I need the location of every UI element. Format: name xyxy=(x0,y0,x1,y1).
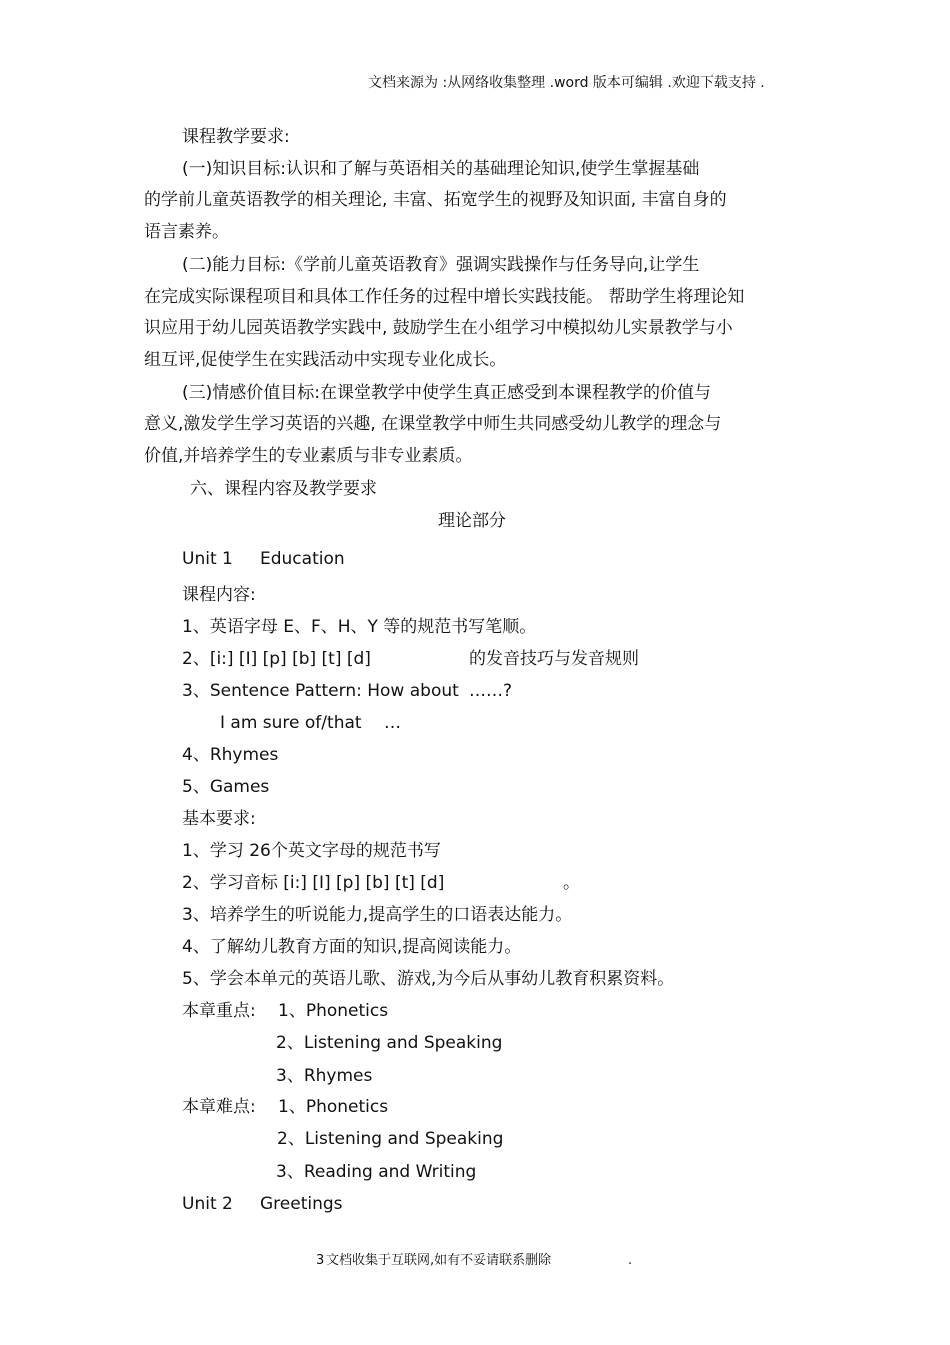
ability-goal-line-4: 组互评,促使学生在实践活动中实现专业化成长。 xyxy=(144,350,507,370)
content-item-1: 1、英语字母 E、F、H、Y 等的规范书写笔顺。 xyxy=(182,617,537,637)
content-item-3-pattern: 3、Sentence Pattern: How about xyxy=(182,681,459,701)
difficult-points-label: 本章难点: xyxy=(182,1097,256,1117)
key-point-3: 3、Rhymes xyxy=(276,1066,373,1086)
ability-goal-line-1: (二)能力目标:《学前儿童英语教育》强调实践操作与任务导向,让学生 xyxy=(182,255,700,275)
content-item-5: 5、Games xyxy=(182,777,270,797)
content-item-3-pattern-2: I am sure of/that xyxy=(220,713,362,733)
key-points-label: 本章重点: xyxy=(182,1001,256,1021)
knowledge-goal-line-3: 语言素养。 xyxy=(144,222,229,242)
page-header: 文档来源为 :从网络收集整理 .word 版本可编辑 .欢迎下载支持 . xyxy=(368,75,765,91)
unit1-basic-label: 基本要求: xyxy=(182,809,256,829)
knowledge-goal-line-2: 的学前儿童英语教学的相关理论, 丰富、拓宽学生的视野及知识面, 丰富自身的 xyxy=(144,190,727,210)
difficult-point-2: 2、Listening and Speaking xyxy=(277,1129,504,1149)
basic-item-3: 3、培养学生的听说能力,提高学生的口语表达能力。 xyxy=(182,905,573,925)
ability-goal-line-2: 在完成实际课程项目和具体工作任务的过程中增长实践技能。 帮助学生将理论知 xyxy=(144,287,745,307)
unit1-number: Unit 1 xyxy=(182,549,233,569)
content-item-4: 4、Rhymes xyxy=(182,745,279,765)
page-number: 3 xyxy=(316,1253,325,1268)
content-item-2-phonetics: 2、[i:] [I] [p] [b] [t] [d] xyxy=(182,649,371,669)
difficult-point-3: 3、Reading and Writing xyxy=(276,1162,477,1182)
basic-item-5: 5、学会本单元的英语儿歌、游戏,为今后从事幼儿教育积累资料。 xyxy=(182,969,675,989)
unit1-content-label: 课程内容: xyxy=(182,585,256,605)
content-item-2-desc: 的发音技巧与发音规则 xyxy=(469,649,639,669)
emotion-goal-line-1: (三)情感价值目标:在课堂教学中使学生真正感受到本课程教学的价值与 xyxy=(182,383,711,403)
basic-item-1: 1、学习 26个英文字母的规范书写 xyxy=(182,841,441,861)
footer-dot: . xyxy=(628,1253,633,1268)
content-item-3-ellipsis: ……? xyxy=(469,681,513,701)
unit1-title: Education xyxy=(260,549,345,569)
key-point-2: 2、Listening and Speaking xyxy=(276,1033,503,1053)
requirements-title: 课程教学要求: xyxy=(182,127,290,147)
content-item-3-ellipsis-2: … xyxy=(384,713,401,733)
ability-goal-line-3: 识应用于幼儿园英语教学实践中, 鼓励学生在小组学习中模拟幼儿实景教学与小 xyxy=(144,318,733,338)
page-footer: 文档收集于互联网,如有不妥请联系删除 xyxy=(326,1253,552,1268)
unit2-number: Unit 2 xyxy=(182,1194,233,1214)
emotion-goal-line-3: 价值,并培养学生的专业素质与非专业素质。 xyxy=(144,446,473,466)
unit2-title: Greetings xyxy=(260,1194,343,1214)
knowledge-goal-line-1: (一)知识目标:认识和了解与英语相关的基础理论知识,使学生掌握基础 xyxy=(182,159,700,179)
difficult-point-1: 1、Phonetics xyxy=(278,1097,389,1117)
basic-item-2-end: 。 xyxy=(563,873,580,893)
basic-item-2: 2、学习音标 [i:] [I] [p] [b] [t] [d] xyxy=(182,873,445,893)
section-subtitle: 理论部分 xyxy=(438,511,506,531)
key-point-1: 1、Phonetics xyxy=(278,1001,389,1021)
emotion-goal-line-2: 意义,激发学生学习英语的兴趣, 在课堂教学中师生共同感受幼儿教学的理念与 xyxy=(144,414,722,434)
section-title: 六、课程内容及教学要求 xyxy=(190,479,377,499)
basic-item-4: 4、了解幼儿教育方面的知识,提高阅读能力。 xyxy=(182,937,522,957)
